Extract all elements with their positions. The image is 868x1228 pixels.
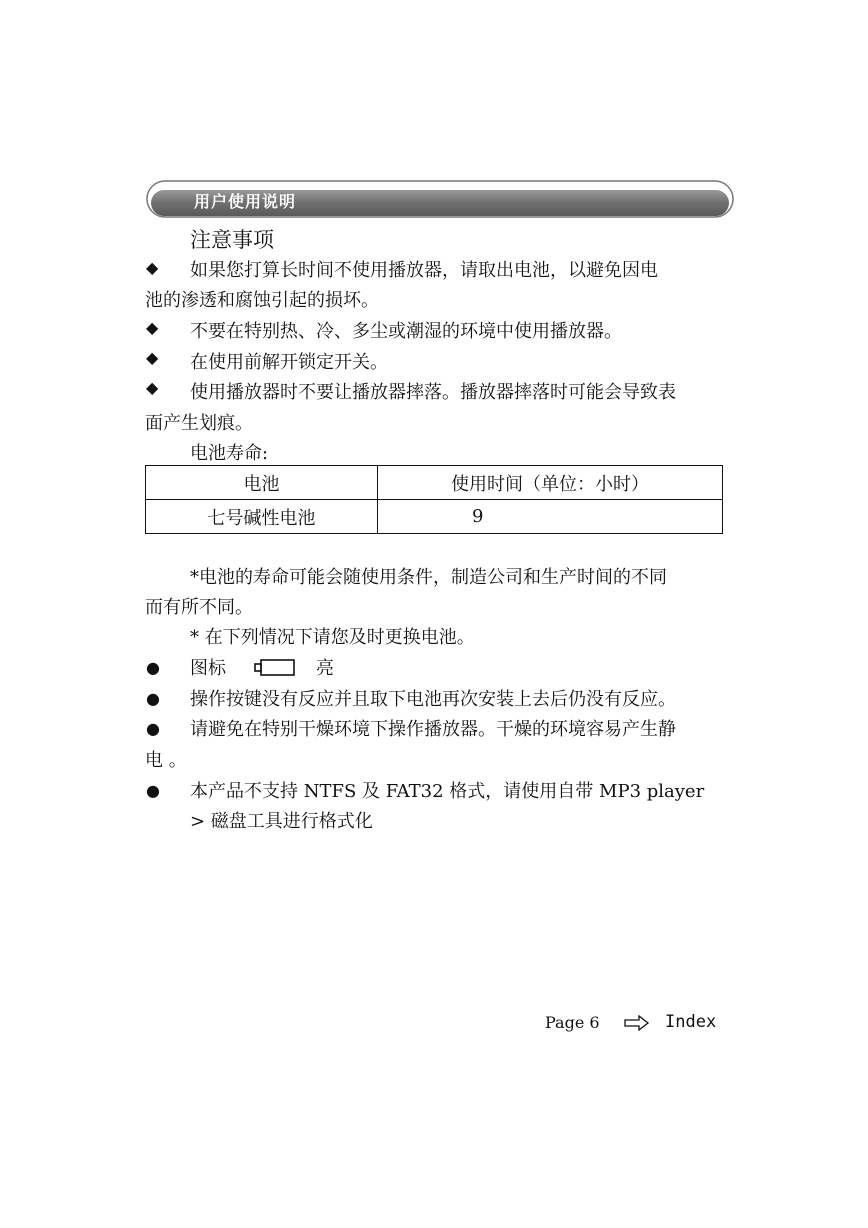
table-cell: 9 — [378, 500, 723, 534]
note-2: 不要在特别热、冷、多尘或潮湿的环境中使用播放器。 — [190, 321, 622, 342]
diamond-bullet-icon: ◆ — [146, 378, 159, 397]
circle-bullet-icon: ● — [146, 658, 160, 677]
table-row — [146, 500, 723, 534]
replace-item-1-suffix: 亮 — [316, 658, 334, 679]
diamond-bullet-icon: ◆ — [146, 318, 159, 337]
section-title: 注意事项 — [190, 228, 274, 252]
replace-item-3-line-1: 请避免在特别干燥环境下操作播放器。干燥的环境容易产生静 — [190, 719, 676, 740]
replace-item-2: 操作按键没有反应并且取下电池再次安装上去后仍没有反应。 — [190, 689, 676, 710]
diamond-bullet-icon: ◆ — [146, 258, 159, 277]
note-1-line-1: 如果您打算长时间不使用播放器，请取出电池，以避免因电 — [190, 260, 658, 281]
note-4-line-2: 面产生划痕。 — [145, 413, 253, 434]
battery-empty-icon — [254, 658, 296, 678]
header-bar — [146, 180, 734, 218]
arrow-right-icon — [624, 1015, 650, 1031]
replace-intro: * 在下列情况下请您及时更换电池。 — [190, 627, 475, 648]
circle-bullet-icon: ● — [146, 689, 160, 708]
note-1-line-2: 池的渗透和腐蚀引起的损坏。 — [145, 290, 379, 311]
table-cell: 七号碱性电池 — [146, 500, 378, 534]
table-header-cell: 使用时间（单位：小时） — [378, 466, 723, 500]
header-title: 用户使用说明 — [194, 192, 297, 211]
replace-item-4-line-2: > 磁盘工具进行格式化 — [190, 811, 373, 832]
replace-item-4-line-1: 本产品不支持 NTFS 及 FAT32 格式，请使用自带 MP3 player — [190, 781, 705, 802]
replace-item-3-line-2: 电 。 — [145, 750, 187, 771]
footnote-line-2: 而有所不同。 — [145, 597, 253, 618]
table-header-cell: 电池 — [146, 466, 378, 500]
footnote-line-1: *电池的寿命可能会随使用条件，制造公司和生产时间的不同 — [190, 567, 667, 588]
page-number: Page 6 — [545, 1013, 600, 1032]
circle-bullet-icon: ● — [146, 781, 160, 800]
circle-bullet-icon: ● — [146, 719, 160, 738]
diamond-bullet-icon: ◆ — [146, 348, 159, 367]
battery-life-label: 电池寿命: — [190, 443, 269, 464]
note-4-line-1: 使用播放器时不要让播放器摔落。播放器摔落时可能会导致表 — [190, 382, 676, 403]
battery-table — [145, 465, 723, 534]
note-3: 在使用前解开锁定开关。 — [190, 352, 388, 373]
table-header-row — [146, 466, 723, 500]
index-link[interactable]: Index — [665, 1012, 717, 1032]
replace-item-1-prefix: 图标 — [190, 658, 226, 679]
